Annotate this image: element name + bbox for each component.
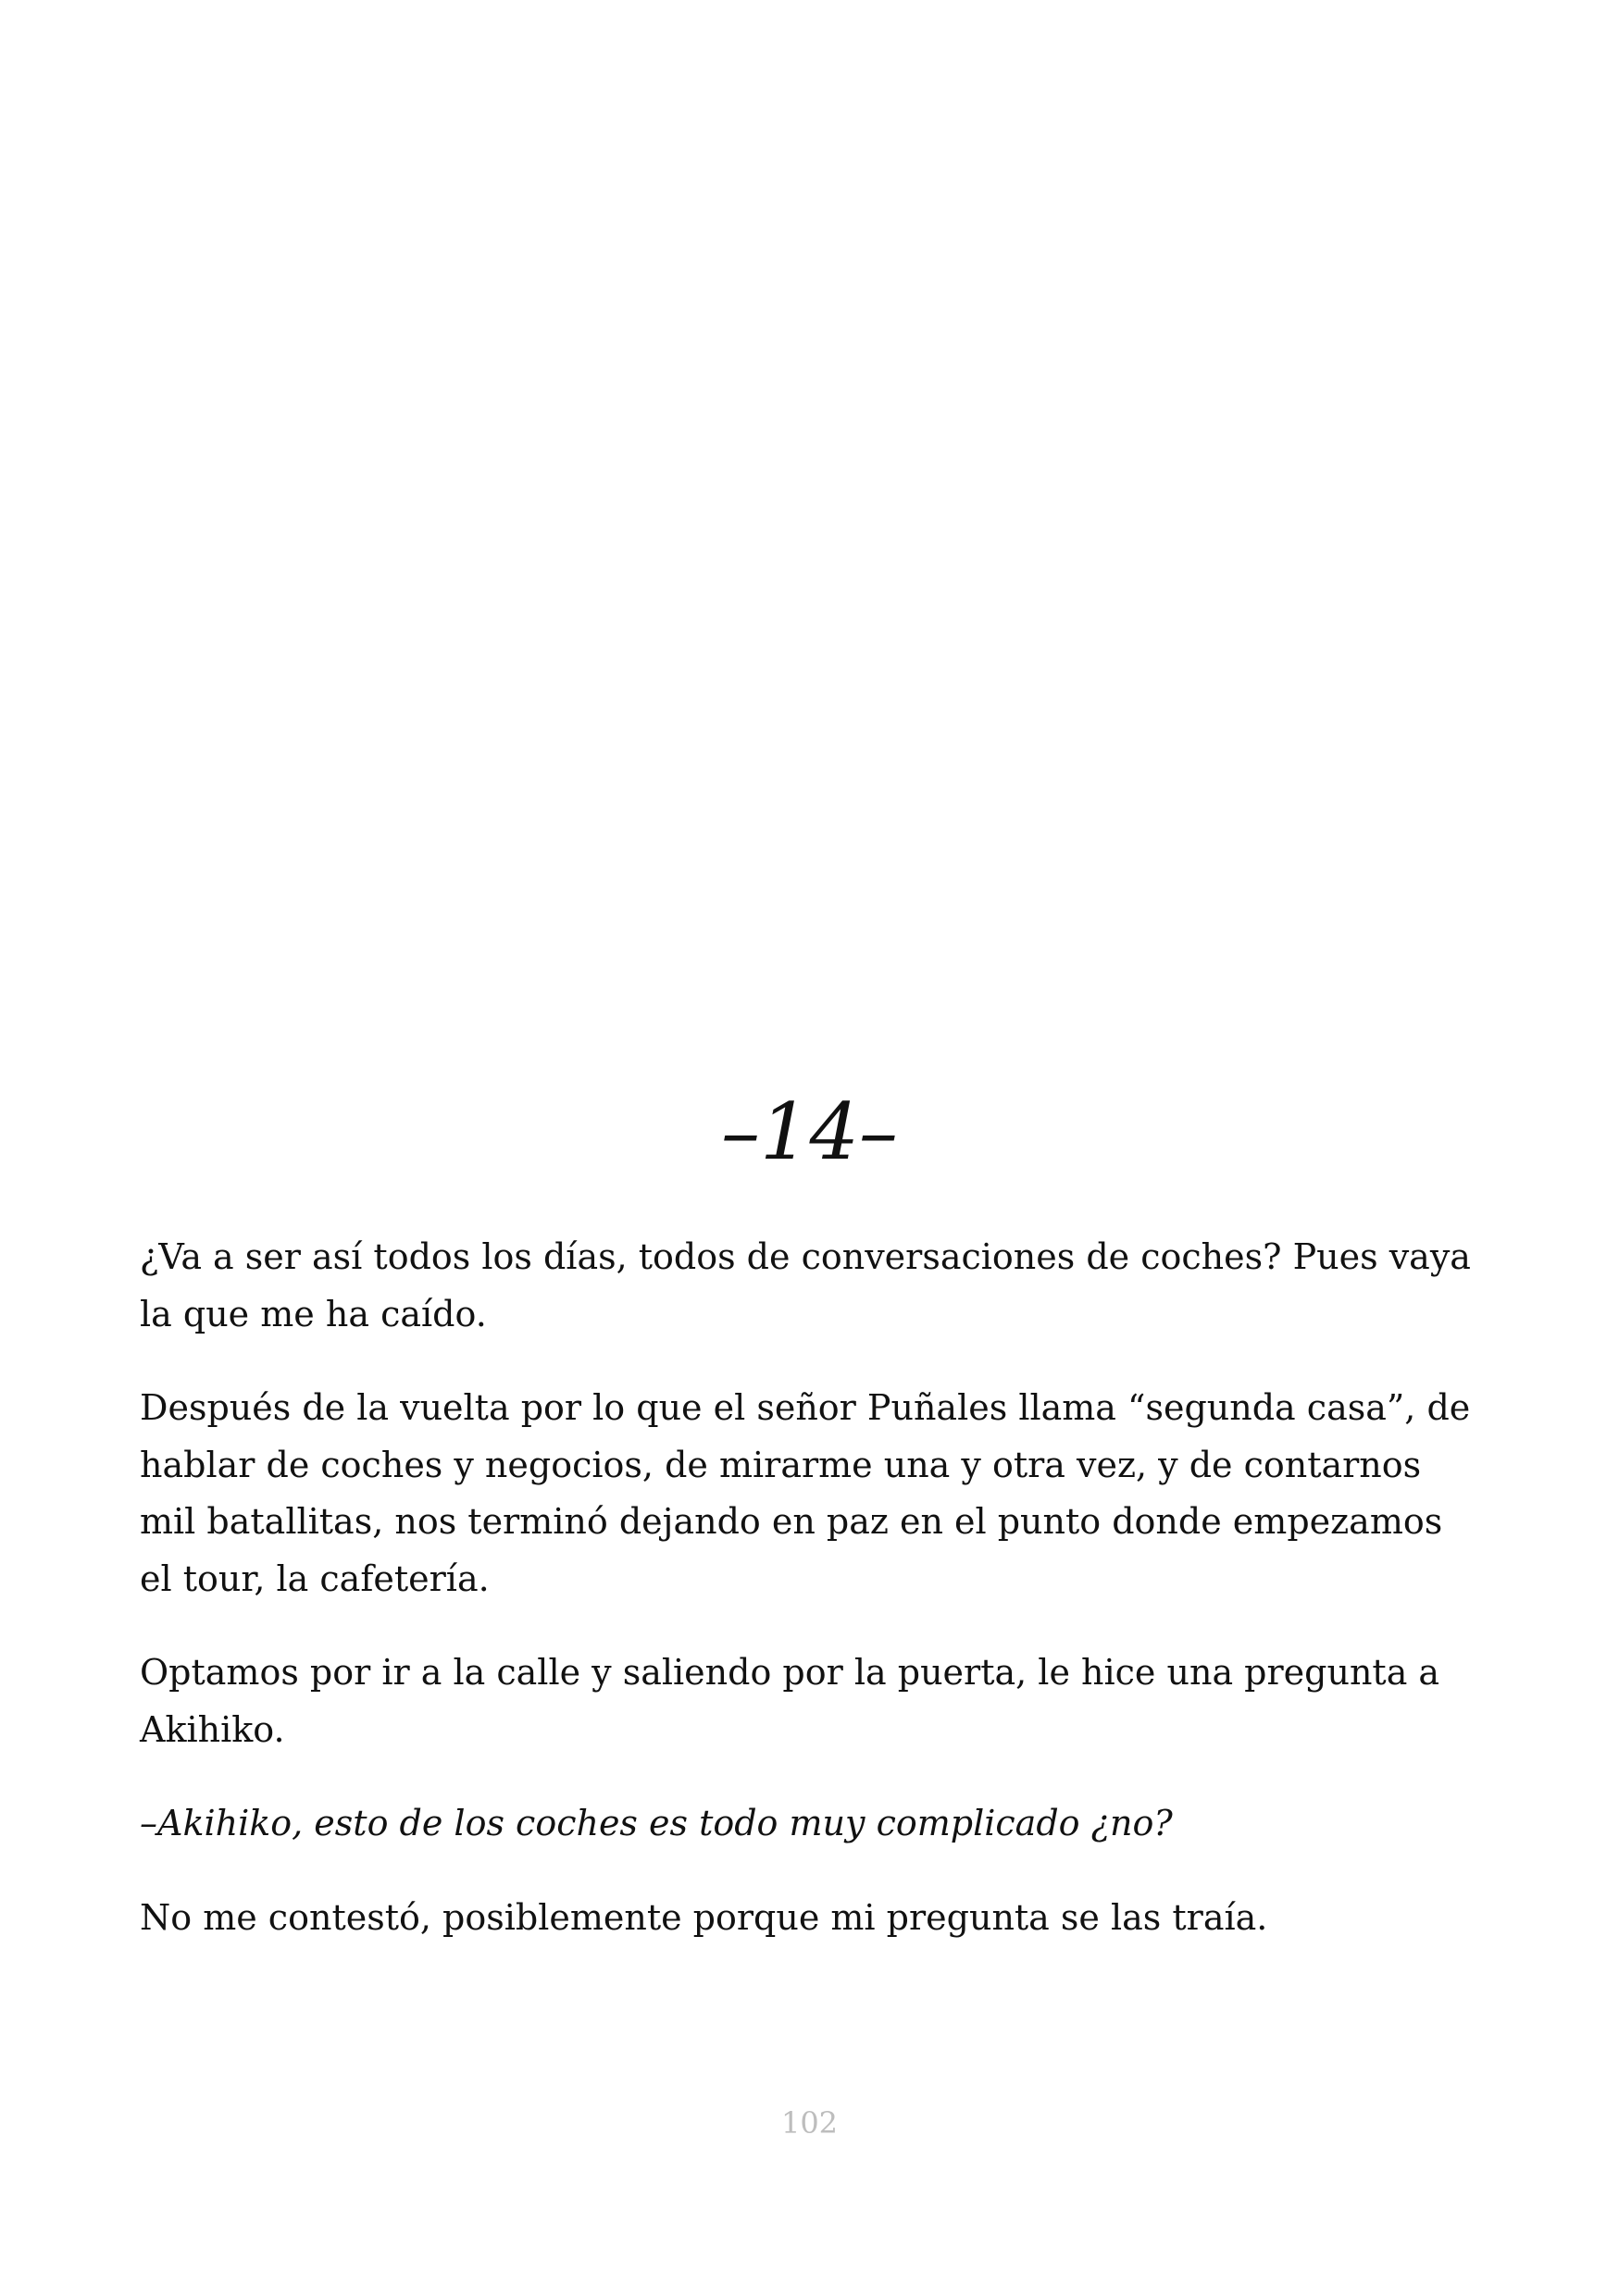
paragraph-1: ¿Va a ser así todos los días, todos de conversaciones de coches? Pues vaya la que me ha caído.: [140, 1236, 1471, 1334]
chapter-title: –14–: [721, 1086, 898, 1177]
page-number: 102: [780, 2105, 839, 2141]
paragraph-2: Después de la vuelta por lo que el señor Puñales llama “segunda casa”, de hablar de coches y negocios, de mirarme una y otra vez, y de contarnos mil batallitas, nos terminó dejando en paz en el punto donde empezamos el tour, la cafetería.: [140, 1387, 1471, 1599]
paragraph-5: No me contestó, posiblemente porque mi pregunta se las traía.: [140, 1896, 1268, 1938]
dialogue-line: –Akihiko, esto de los coches es todo muy complicado ¿no?: [140, 1803, 1173, 1843]
paragraph-3: Optamos por ir a la calle y saliendo por la puerta, le hice una pregunta a Akihiko.: [140, 1652, 1440, 1750]
chapter-body: [140, 1229, 1482, 1983]
